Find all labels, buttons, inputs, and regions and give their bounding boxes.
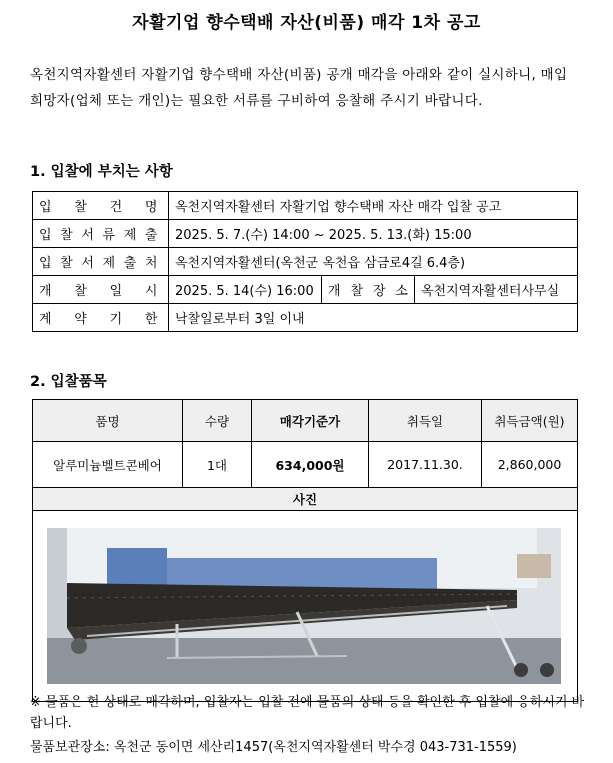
photo-label: 사진 (33, 488, 578, 511)
row-label: 입 찰 건 명 (33, 192, 169, 220)
row-label: 개 찰 장 소 (322, 276, 415, 304)
table-row (33, 488, 578, 511)
table-row (33, 276, 578, 304)
table-row (33, 192, 578, 220)
bid-info-table (32, 191, 578, 332)
item-acquired-date: 2017.11.30. (369, 442, 482, 488)
item-name: 알루미늄벨트콘베어 (33, 442, 183, 488)
items-table (32, 399, 578, 702)
row-value: 낙찰일로부터 3일 이내 (169, 304, 578, 332)
row-label: 계 약 기 한 (33, 304, 169, 332)
row-label: 개 찰 일 시 (33, 276, 169, 304)
item-acquired-amount: 2,860,000 (482, 442, 578, 488)
table-row (33, 248, 578, 276)
section2-heading: 2. 입찰품목 (30, 374, 107, 390)
intro-paragraph: 옥천지역자활센터 자활기업 향수택배 자산(비품) 공개 매각을 아래와 같이 실시하니, 매입 희망자(업체 또는 개인)는 필요한 서류를 구비하여 응찰해 주시기 바랍니다. (30, 67, 568, 109)
row-value: 옥천지역자활센터사무실 (415, 276, 578, 304)
column-header: 취득일 (369, 400, 482, 442)
column-header: 취득금액(원) (482, 400, 578, 442)
table-header-row (33, 400, 578, 442)
conveyor-illustration (47, 528, 561, 684)
conveyor-photo (47, 528, 561, 684)
table-row (33, 220, 578, 248)
column-header: 수량 (183, 400, 252, 442)
column-header: 품명 (33, 400, 183, 442)
table-row (33, 511, 578, 702)
row-value: 2025. 5. 14(수) 16:00 (169, 276, 322, 304)
table-row (33, 304, 578, 332)
storage-location: 물품보관장소: 옥천군 동이면 세산리1457(옥천지역자활센터 박수경 043-731-1559) (30, 740, 517, 755)
item-qty: 1대 (183, 442, 252, 488)
table-row (33, 442, 578, 488)
column-header: 매각기준가 (252, 400, 369, 442)
section1-heading: 1. 입찰에 부치는 사항 (30, 164, 173, 180)
row-label: 입 찰 서 제 출 처 (33, 248, 169, 276)
row-label: 입 찰 서 류 제 출 (33, 220, 169, 248)
row-value: 2025. 5. 7.(수) 14:00 ~ 2025. 5. 13.(화) 15:00 (169, 220, 578, 248)
item-base-price: 634,000원 (252, 442, 369, 488)
row-value: 옥천지역자활센터 자활기업 향수택배 자산 매각 입찰 공고 (169, 192, 578, 220)
row-value: 옥천지역자활센터(옥천군 옥천읍 삼금로4길 6.4층) (169, 248, 578, 276)
notice-title: 자활기업 향수택배 자산(비품) 매각 1차 공고 (132, 13, 481, 33)
photo-cell (33, 511, 578, 702)
notice-note: ※ 물품은 현 상태로 매각하며, 입찰자는 입찰 전에 물품의 상태 등을 확인한 후 입찰에 응하시기 바랍니다. (30, 695, 585, 731)
